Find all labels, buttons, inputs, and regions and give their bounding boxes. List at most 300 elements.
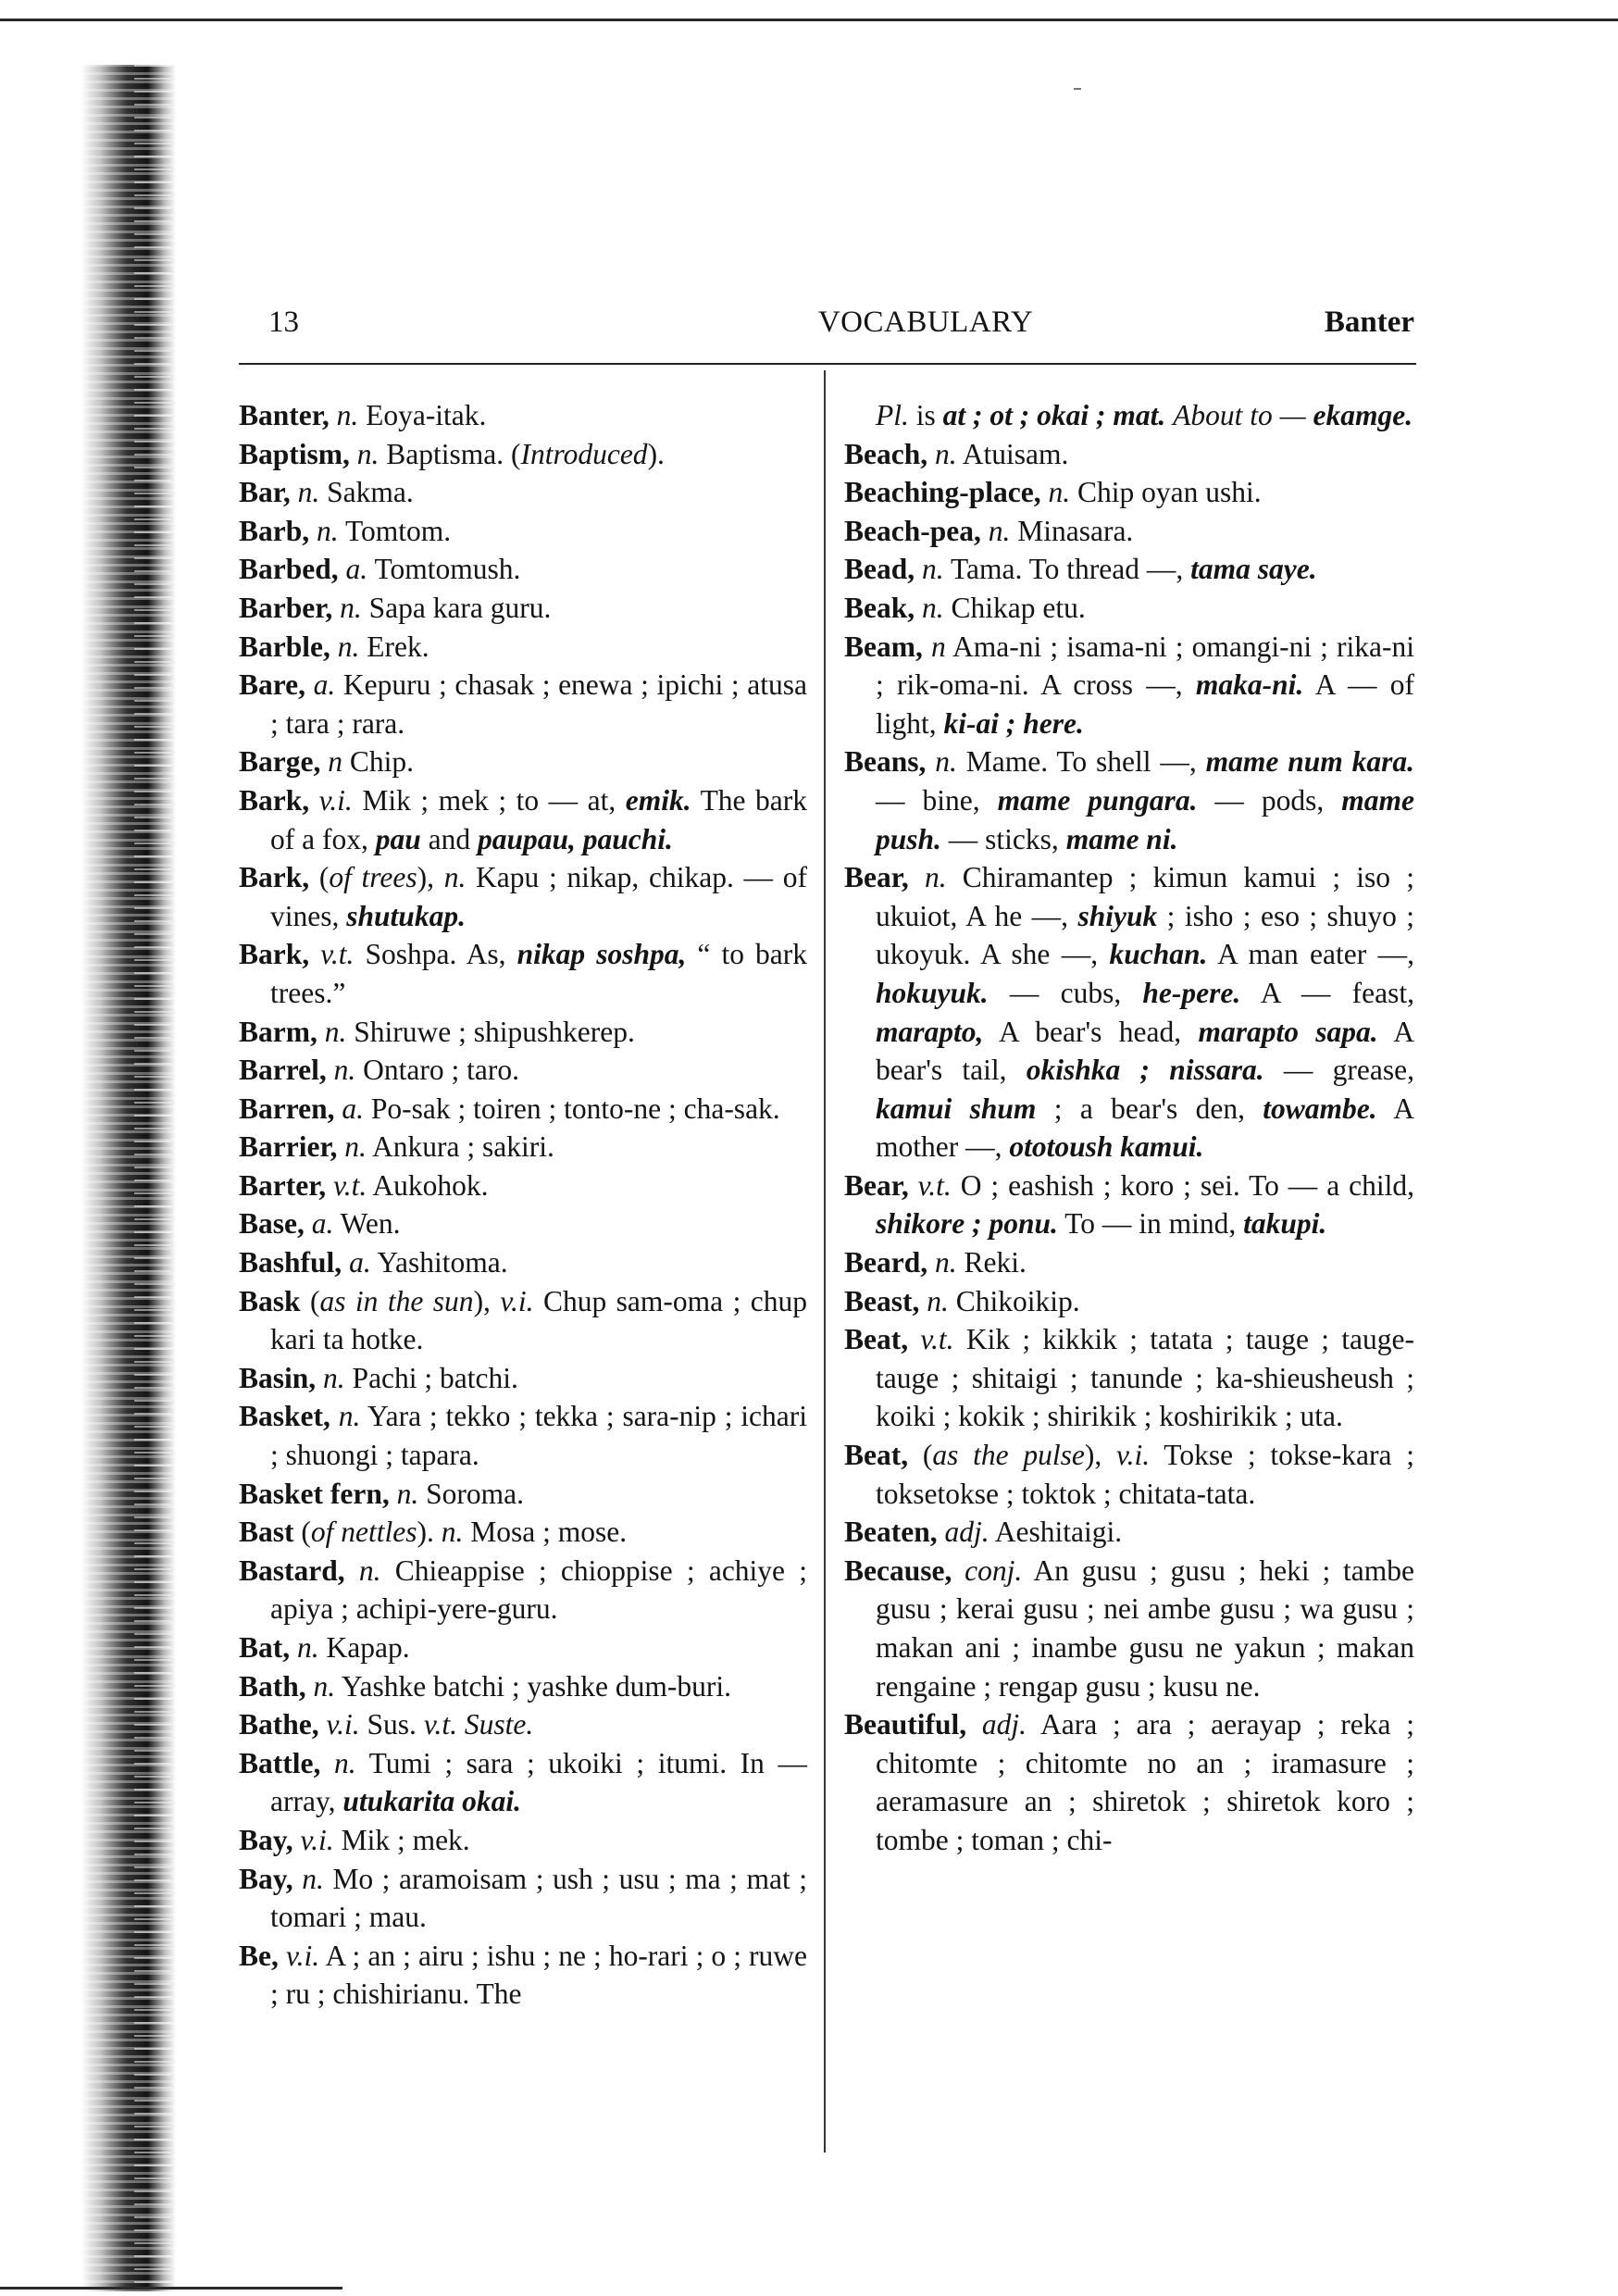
dictionary-entry — [844, 1436, 1414, 1513]
entry-text: A bear's tail, — [876, 1015, 1414, 1087]
left-column — [239, 396, 807, 2014]
entry-text: A ; an ; airu ; ishu ; ne ; ho-rari ; o ; ruwe ; ru ; chishirianu. The — [270, 1939, 808, 2011]
italic-text: v.i. — [500, 1284, 534, 1317]
entry-text: Po-sak ; toiren ; tonto-ne ; cha-sak. — [364, 1092, 780, 1125]
entry-text: Mo ; aramoisam ; ush ; usu ; ma ; mat ; tomari ; mau. — [270, 1862, 808, 1934]
bold-italic-text: tama saye. — [1190, 553, 1317, 586]
headword: Beat, — [844, 1439, 909, 1472]
entry-text — [909, 861, 925, 893]
italic-text: n. — [333, 1054, 356, 1087]
entry-text — [290, 1631, 297, 1664]
entry-text: ( — [300, 1284, 320, 1317]
italic-text: n. — [441, 1516, 464, 1549]
entry-text — [306, 1670, 314, 1703]
entry-text: Tama. To thread —, — [943, 553, 1191, 586]
entry-text: ; a bear's den, — [1036, 1092, 1263, 1125]
headword: Bashful, — [239, 1246, 342, 1279]
entry-text: ( — [908, 1439, 933, 1472]
headword: Bat, — [239, 1631, 291, 1664]
stray-mark — [1074, 88, 1081, 90]
headword: Beans, — [844, 745, 927, 779]
bold-italic-text: okishka ; nissara. — [1026, 1054, 1264, 1087]
italic-text: n. — [396, 1477, 419, 1510]
italic-text: a. — [345, 553, 368, 586]
headword: Barter, — [239, 1168, 327, 1202]
italic-text: v.i. — [318, 783, 353, 817]
entry-text: Baptisma. ( — [379, 437, 521, 470]
dictionary-entry — [239, 1821, 807, 1860]
bold-italic-text: mame pungara. — [997, 783, 1198, 817]
headword: Bay, — [239, 1862, 293, 1895]
entry-text — [1165, 399, 1173, 431]
headword: Barb, — [239, 514, 310, 547]
entry-text: Aeshitaigi. — [989, 1516, 1123, 1549]
top-edge-rule — [0, 19, 1618, 21]
entry-text: Ankura ; sakiri. — [366, 1130, 554, 1164]
dictionary-entry — [239, 1475, 807, 1514]
italic-text: n. — [336, 399, 359, 431]
bold-italic-text: pau — [375, 822, 421, 855]
entry-text — [350, 438, 357, 470]
italic-text: n. — [922, 591, 944, 624]
entry-text: A — feast, — [1240, 976, 1414, 1009]
entry-text: Mosa ; mose. — [463, 1516, 628, 1549]
entry-text — [915, 592, 922, 624]
headword: Beard, — [844, 1246, 928, 1279]
italic-text: Suste. — [464, 1708, 534, 1741]
dictionary-entry — [844, 589, 1414, 628]
entry-text: A mother —, — [876, 1092, 1414, 1164]
italic-text: About to — — [1173, 399, 1306, 431]
dictionary-entry — [844, 473, 1414, 512]
dictionary-entry — [239, 1397, 807, 1474]
headword: Baptism, — [239, 437, 350, 470]
dictionary-entry — [844, 1243, 1414, 1282]
dictionary-entry — [239, 742, 807, 781]
entry-text — [317, 1016, 325, 1048]
headword: Bast — [239, 1516, 294, 1549]
bold-italic-text: ki-ai ; here. — [943, 706, 1084, 740]
headword: Bark, — [239, 861, 310, 894]
entry-text: A — of light, — [876, 668, 1414, 740]
dictionary-entry — [239, 1282, 807, 1359]
entry-text: Sapa kara guru. — [361, 591, 552, 624]
italic-text: adj. — [944, 1516, 989, 1549]
dictionary-entry — [239, 1744, 807, 1821]
italic-text: adj. — [981, 1708, 1027, 1741]
entry-text: Mik ; mek. — [333, 1823, 470, 1856]
headword: Battle, — [239, 1746, 321, 1779]
dictionary-entry — [239, 550, 807, 589]
headword: Bear, — [844, 1168, 909, 1202]
headword: Because, — [844, 1554, 952, 1587]
headword: Beast, — [844, 1284, 920, 1317]
bold-italic-text: ekamge. — [1313, 399, 1413, 431]
italic-text: as in the sun — [319, 1284, 474, 1317]
entry-text — [316, 1362, 323, 1394]
headword: Be, — [239, 1939, 279, 1972]
entry-text: Mik ; mek ; to — at, — [352, 783, 626, 817]
dictionary-entry — [844, 858, 1414, 1167]
entry-text: Aukohok. — [367, 1168, 489, 1202]
entry-text: ). — [417, 1516, 442, 1549]
entry-text: Tokse ; tokse-kara ; toksetokse ; toktok ; chitata-tata. — [876, 1439, 1415, 1510]
entry-text — [305, 668, 314, 701]
headword: Beak, — [844, 591, 915, 624]
entry-text: Kapap. — [318, 1631, 410, 1664]
italic-text: n — [328, 745, 342, 779]
bottom-edge-rule — [0, 2287, 342, 2290]
entry-text — [345, 1554, 359, 1587]
headword: Bare, — [239, 668, 306, 702]
entry-text: Chiramantep ; kimun kamui ; iso ; ukuiot, A he —, — [876, 861, 1415, 932]
bold-italic-text: utukarita okai. — [342, 1785, 521, 1818]
dictionary-entry — [239, 1051, 807, 1090]
entry-text: Mame. To shell —, — [956, 745, 1206, 779]
italic-text: n. — [924, 861, 947, 894]
entry-text: Tomtom. — [338, 514, 452, 547]
italic-text: n. — [333, 1746, 356, 1779]
entry-continuation — [844, 396, 1414, 435]
italic-text: of trees — [329, 861, 417, 894]
entry-text — [1306, 399, 1313, 431]
italic-text: n. — [927, 1284, 949, 1317]
entry-text: Wen. — [333, 1207, 401, 1241]
headword: Barble, — [239, 630, 330, 663]
headword: Beach, — [844, 437, 928, 470]
dictionary-entry — [844, 1320, 1414, 1436]
dictionary-entry — [239, 1705, 807, 1744]
italic-text: a. — [349, 1246, 371, 1279]
dictionary-entry — [239, 396, 807, 435]
dictionary-entry — [844, 742, 1414, 858]
entry-text: Erek. — [359, 630, 429, 663]
entry-text: Tumi ; sara ; ukoiki ; itumi. In — array, — [270, 1746, 807, 1818]
dictionary-entry — [239, 858, 807, 935]
bold-italic-text: marapto, — [876, 1015, 984, 1048]
italic-text: n. — [338, 1400, 361, 1433]
entry-text — [305, 1207, 312, 1240]
italic-text: a. — [342, 1092, 365, 1125]
headword: Barber, — [239, 591, 333, 624]
bold-italic-text: shutukap. — [346, 899, 466, 932]
entry-text: ), — [417, 861, 444, 894]
entry-text: Kepuru ; chasak ; enewa ; ipichi ; atusa ; tara ; rara. — [270, 668, 807, 740]
dictionary-entry — [239, 1359, 807, 1398]
dictionary-entry — [844, 512, 1414, 551]
italic-text: n. — [324, 1015, 347, 1048]
entry-text: Yashitoma. — [370, 1246, 508, 1279]
headword: Bead, — [844, 553, 915, 586]
entry-text: “ to bark trees.” — [270, 938, 808, 1009]
bold-italic-text: at ; ot ; okai ; mat. — [942, 399, 1166, 431]
italic-text: n. — [317, 514, 339, 547]
dictionary-entry — [239, 781, 807, 858]
italic-text: n. — [313, 1669, 336, 1703]
dictionary-entry — [239, 1937, 807, 2014]
italic-text: n. — [935, 437, 957, 470]
italic-text: n. — [358, 1554, 381, 1587]
headword: Barren, — [239, 1092, 335, 1125]
headword: Bark, — [239, 938, 310, 971]
entry-text: O ; eashish ; koro ; sei. To — a child, — [951, 1168, 1415, 1202]
entry-text: Chikoikip. — [948, 1284, 1080, 1317]
bold-italic-text: mame ni. — [1065, 822, 1178, 855]
entry-text: A man eater —, — [1207, 938, 1414, 971]
entry-text — [326, 1169, 333, 1202]
entry-text — [327, 1054, 334, 1086]
entry-text — [279, 1940, 286, 1972]
headword: Bark, — [239, 783, 310, 817]
headword: Bath, — [239, 1669, 306, 1703]
italic-text: v.t. — [333, 1168, 367, 1202]
entry-text: Soroma. — [418, 1477, 524, 1510]
entry-text — [966, 1708, 982, 1741]
page-number: 13 — [268, 306, 299, 339]
entry-text — [320, 1747, 334, 1779]
entry-text — [293, 1863, 303, 1895]
entry-text: Tomtomush. — [367, 553, 521, 586]
italic-text: n. — [935, 1246, 957, 1279]
headword: Barm, — [239, 1015, 317, 1048]
entry-text: Shiruwe ; shipushkerep. — [346, 1015, 635, 1048]
dictionary-entry — [239, 1128, 807, 1167]
entry-text: ), — [473, 1284, 501, 1317]
bold-italic-text: emik. — [625, 783, 691, 817]
bold-italic-text: mame num kara. — [1205, 745, 1414, 779]
entry-text: The bark of a fox, — [270, 783, 808, 855]
entry-text: Minasara. — [1010, 514, 1134, 547]
dictionary-entry — [239, 1552, 807, 1628]
italic-text: n. — [922, 553, 944, 586]
dictionary-entry — [844, 550, 1414, 589]
entry-text — [952, 1554, 965, 1587]
entry-text: Reki. — [956, 1246, 1027, 1279]
entry-text — [457, 1708, 465, 1741]
bold-italic-text: kuchan. — [1109, 938, 1208, 971]
dictionary-entry — [239, 473, 807, 512]
italic-text: n. — [356, 437, 380, 470]
entry-text: ). — [647, 437, 665, 470]
dictionary-entry — [844, 1167, 1414, 1243]
entry-text — [915, 553, 922, 585]
entry-text: Ontaro ; taro. — [355, 1054, 519, 1087]
headword: Barrel, — [239, 1054, 327, 1087]
entry-text — [330, 399, 337, 431]
bold-italic-text: shiyuk — [1077, 899, 1158, 932]
entry-text: ), — [1084, 1439, 1116, 1472]
headword: Bear, — [844, 861, 909, 894]
entry-text — [319, 1708, 327, 1741]
entry-text — [926, 745, 935, 778]
headword: Barge, — [239, 745, 321, 779]
entry-text — [1041, 476, 1049, 508]
italic-text: n — [930, 630, 946, 663]
italic-text: of nettles — [310, 1516, 417, 1549]
entry-text — [332, 592, 340, 624]
italic-text: n. — [340, 591, 362, 624]
headword: Barbed, — [239, 553, 339, 586]
entry-text: — bine, — [876, 783, 998, 817]
dictionary-entry — [844, 1513, 1414, 1552]
header-rule — [239, 363, 1416, 365]
headword: Beat, — [844, 1323, 909, 1356]
italic-text: v.i. — [1115, 1439, 1151, 1472]
headword: Basket fern, — [239, 1477, 390, 1510]
entry-text: An gusu ; gusu ; heki ; tambe gusu ; kerai gusu ; nei ambe gusu ; wa gusu ; makan ani ; inambe gusu ne yakun ; makan rengaine ; rengap gusu ; kusu ne. — [876, 1554, 1414, 1703]
dictionary-entry — [844, 1552, 1414, 1705]
headword: Bay, — [239, 1823, 293, 1856]
entry-text — [390, 1478, 397, 1510]
dictionary-entry — [239, 435, 807, 474]
italic-text: a. — [311, 1207, 334, 1241]
entry-text — [923, 630, 931, 663]
headword: Beam, — [844, 630, 923, 663]
italic-text: n. — [935, 745, 957, 779]
entry-text: Ama-ni ; isama-ni ; omangi-ni ; rika-ni ; rik-oma-ni. A cross —, — [876, 630, 1414, 702]
dictionary-entry — [844, 1705, 1414, 1859]
italic-text: n. — [443, 861, 467, 894]
entry-text: To — in mind, — [1057, 1207, 1244, 1241]
entry-text — [342, 1246, 349, 1279]
entry-text — [927, 438, 935, 470]
entry-text: Yashke batchi ; yashke dum-buri. — [335, 1669, 731, 1703]
entry-text: A bear's head, — [983, 1015, 1199, 1048]
headword: Barrier, — [239, 1130, 338, 1164]
italic-text: n. — [344, 1130, 367, 1164]
dictionary-entry — [239, 1860, 807, 1937]
entry-text — [330, 630, 338, 663]
entry-text: — cubs, — [988, 976, 1143, 1009]
dictionary-entry — [239, 1243, 807, 1282]
dictionary-entry — [239, 628, 807, 667]
headword: Beach-pea, — [844, 514, 981, 547]
entry-text — [909, 1169, 918, 1202]
entry-text: and — [420, 822, 478, 855]
entry-text: Chieappise ; chioppise ; achiye ; apiya ; achipi-yere-guru. — [270, 1554, 808, 1626]
entry-text — [908, 1323, 920, 1355]
headword: Bar, — [239, 476, 291, 509]
running-title: VOCABULARY — [817, 306, 1034, 339]
bold-italic-text: ototoush kamui. — [1009, 1130, 1204, 1164]
bold-italic-text: towambe. — [1263, 1092, 1377, 1125]
dictionary-entry — [239, 666, 807, 742]
bold-italic-text: mame push. — [876, 783, 1415, 855]
italic-text: n. — [302, 1862, 324, 1895]
headword: Base, — [239, 1207, 305, 1241]
dictionary-entry — [239, 1013, 807, 1052]
headword: Beaching-place, — [844, 476, 1041, 509]
italic-text: n. — [337, 630, 360, 663]
entry-text: is — [908, 399, 943, 431]
headword: Banter, — [239, 399, 330, 431]
entry-text: Kapu ; nikap, chikap. — of vines, — [270, 861, 807, 932]
dictionary-entry — [239, 1204, 807, 1243]
entry-text: Chip. — [342, 745, 414, 779]
italic-text: n. — [297, 1631, 319, 1664]
dictionary-entry — [239, 589, 807, 628]
dictionary-entry — [239, 512, 807, 551]
bold-italic-text: kamui shum — [876, 1092, 1037, 1125]
italic-text: n. — [323, 1361, 345, 1394]
entry-text: Atuisam. — [956, 437, 1069, 470]
entry-text: Chip oyan ushi. — [1070, 476, 1262, 509]
entry-text — [309, 784, 319, 817]
entry-text: Chup sam-oma ; chup kari ta hotke. — [270, 1284, 807, 1356]
italic-text: v.t. — [917, 1168, 952, 1202]
entry-text: — grease, — [1263, 1054, 1414, 1087]
italic-text: v.i. — [300, 1823, 334, 1856]
italic-text: n. — [1048, 476, 1071, 509]
italic-text: v.t. — [320, 938, 355, 971]
italic-text: conj. — [965, 1554, 1023, 1587]
dictionary-entry — [844, 1282, 1414, 1321]
entry-text — [309, 515, 317, 547]
bold-italic-text: nikap soshpa, — [517, 938, 687, 971]
italic-text: v.i. — [285, 1939, 320, 1972]
dictionary-entry — [844, 628, 1414, 743]
dictionary-entry — [239, 1667, 807, 1706]
headword: Beaten, — [844, 1516, 938, 1549]
italic-text: v.i. — [326, 1708, 360, 1741]
dictionary-entry — [239, 1513, 807, 1552]
dictionary-entry — [239, 1628, 807, 1667]
dictionary-entry — [239, 1167, 807, 1205]
italic-text: a. — [313, 668, 336, 702]
entry-text — [293, 1824, 301, 1856]
headword: Bastard, — [239, 1554, 345, 1587]
dictionary-entry — [239, 935, 807, 1012]
italic-text: v.t. — [423, 1708, 457, 1741]
entry-text — [330, 1400, 339, 1432]
entry-text — [981, 515, 989, 547]
entry-text: Pachi ; batchi. — [344, 1361, 518, 1394]
entry-text — [339, 553, 346, 585]
bold-italic-text: shikore ; ponu. — [876, 1207, 1058, 1241]
headword: Basket, — [239, 1400, 330, 1433]
entry-text: — pods, — [1197, 783, 1342, 817]
right-column — [844, 396, 1414, 1860]
entry-text: ; isho ; eso ; shuyo ; ukoyuk. A she —, — [876, 899, 1414, 971]
running-headword: Banter — [1324, 306, 1414, 339]
italic-text: n. — [988, 514, 1011, 547]
entry-text — [927, 1246, 935, 1279]
entry-text: Eoya-itak. — [358, 399, 487, 431]
entry-text: Kik ; kikkik ; tatata ; tauge ; tauge-tauge ; shitaigi ; tanunde ; ka-shieusheush ; koiki ; kokik ; shirikik ; koshirikik ; uta. — [876, 1323, 1414, 1433]
entry-text: Yara ; tekko ; tekka ; sara-nip ; ichari ; shuongi ; tapara. — [270, 1400, 807, 1472]
bold-italic-text: paupau, pauchi. — [477, 822, 673, 855]
bold-italic-text: he-pere. — [1142, 976, 1241, 1009]
bold-italic-text: hokuyuk. — [876, 976, 989, 1009]
dictionary-entry — [239, 1090, 807, 1129]
gutter-speckle — [134, 65, 171, 2291]
entry-text — [309, 938, 320, 970]
italic-text: n. — [297, 476, 320, 509]
entry-text: Chikap etu. — [943, 591, 1086, 624]
entry-text: Soshpa. As, — [354, 938, 517, 971]
entry-text: — sticks, — [940, 822, 1066, 855]
italic-text: Pl. — [876, 399, 909, 431]
entry-text: Sus. — [359, 1708, 424, 1741]
headword: Basin, — [239, 1361, 317, 1394]
headword: Bathe, — [239, 1708, 319, 1741]
italic-text: Introduced — [520, 437, 648, 470]
entry-text: ( — [309, 861, 330, 894]
entry-text: Aara ; ara ; aerayap ; reka ; chitomte ; chitomte no an ; iramasure ; aeramasure an ; shiretok ; shiretok koro ; tombe ; toman ; chi- — [876, 1708, 1414, 1856]
italic-text: v.t. — [920, 1323, 954, 1356]
column-divider — [824, 370, 826, 2152]
bold-italic-text: marapto sapa. — [1198, 1015, 1378, 1048]
